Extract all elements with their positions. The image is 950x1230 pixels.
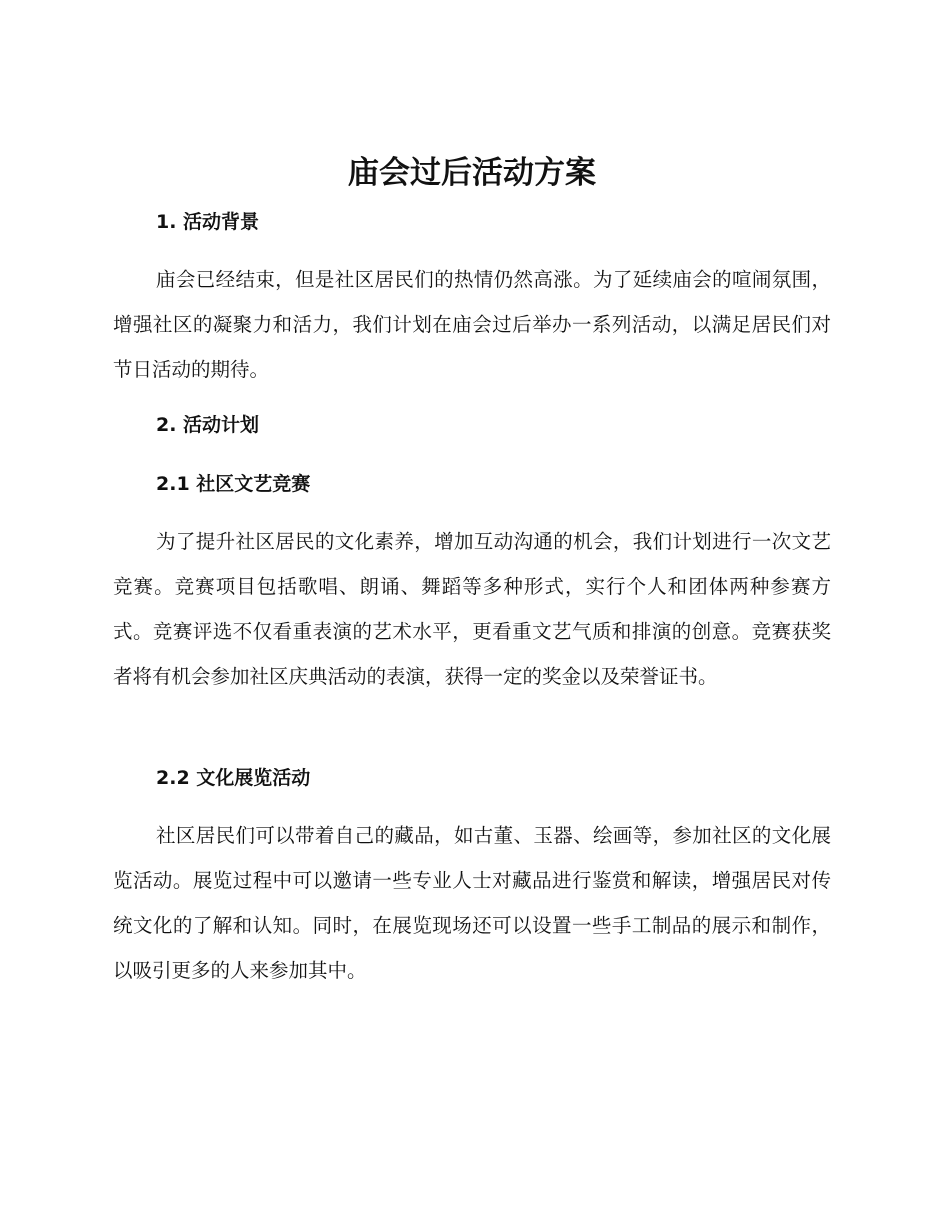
page-title: 庙会过后活动方案 bbox=[348, 155, 596, 191]
section-heading-culture-exhibition: 2.2 文化展览活动 bbox=[156, 767, 311, 789]
paragraph-arts-competition: 为了提升社区居民的文化素养，增加互动沟通的机会，我们计划进行一次文艺竞赛。竞赛项目包括歌唱、朗诵、舞蹈等多种形式，实行个人和团体两种参赛方式。竞赛评选不仅看重表演的艺术水平，更看重文艺气质和排演的创意。竞赛获奖者将有机会参加社区庆典活动的表演，获得一定的奖金以及荣誉证书。 bbox=[113, 530, 831, 688]
section-heading-plan: 2. 活动计划 bbox=[156, 414, 260, 436]
section-heading-background: 1. 活动背景 bbox=[156, 211, 260, 233]
paragraph-background: 庙会已经结束，但是社区居民们的热情仍然高涨。为了延续庙会的喧闹氛围，增强社区的凝聚力和活力，我们计划在庙会过后举办一系列活动，以满足居民们对节日活动的期待。 bbox=[113, 268, 831, 381]
paragraph-culture-exhibition: 社区居民们可以带着自己的藏品，如古董、玉器、绘画等，参加社区的文化展览活动。展览过程中可以邀请一些专业人士对藏品进行鉴赏和解读，增强居民对传统文化的了解和认知。同时，在展览现场还可以设置一些手工制品的展示和制作，以吸引更多的人来参加其中。 bbox=[113, 824, 831, 982]
section-heading-arts-competition: 2.1 社区文艺竞赛 bbox=[156, 473, 311, 495]
